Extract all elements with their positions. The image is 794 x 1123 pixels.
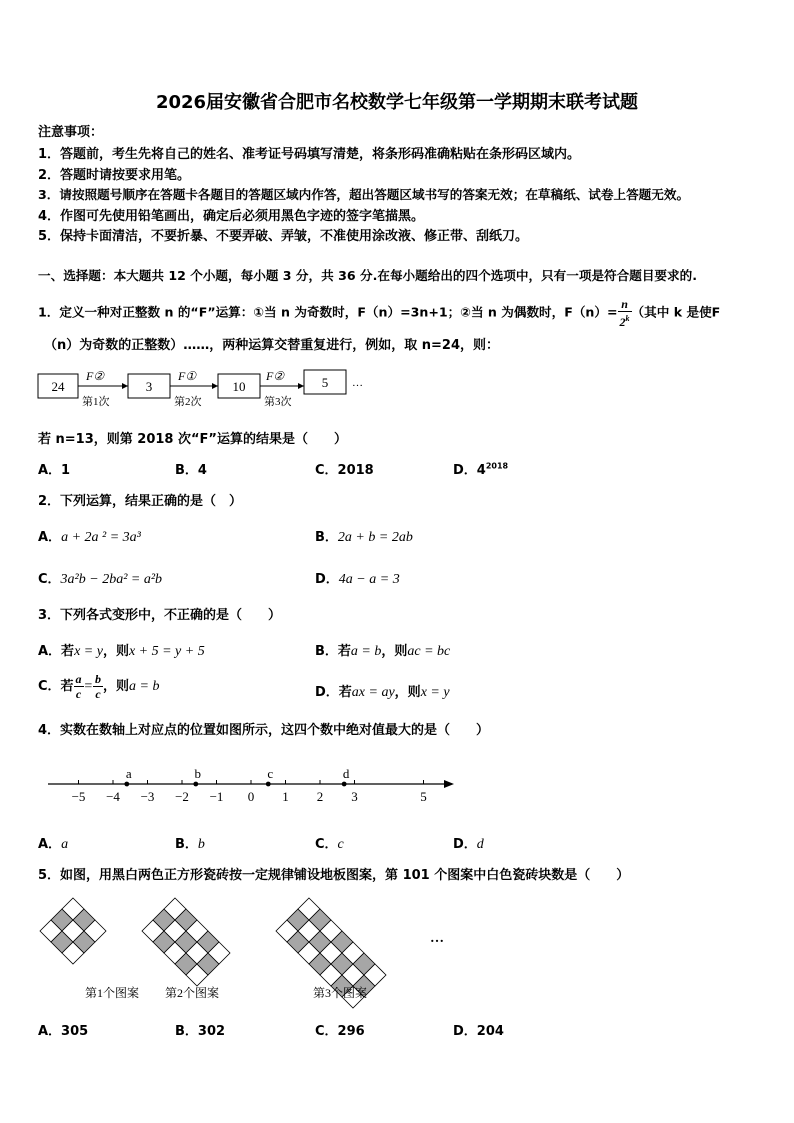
q1-fraction	[618, 297, 632, 329]
q3-option-c	[38, 672, 159, 701]
q1-line2: （n）为奇数的正整数）……，两种运算交替重复进行，例如，取 n=24，则：	[44, 338, 500, 353]
option-connector: ，则	[381, 644, 408, 659]
option-label: B．	[315, 530, 338, 545]
notice-item: 1．答题前，考生先将自己的姓名、准考证号码填写清楚，将条形码准确粘贴在条形码区域内。	[38, 147, 581, 162]
q5-option-a: A．305	[38, 1024, 89, 1039]
q4-option-c	[315, 833, 344, 853]
q3-stem: 3．下列各式变形中，不正确的是（ ）	[38, 608, 282, 623]
section-heading: 一、选择题：本大题共 12 个小题，每小题 3 分，共 36 分.在每小题给出的四个选项中，只有一项是符合题目要求的.	[38, 268, 698, 283]
option-expression: b	[197, 837, 205, 852]
axis-tick-label: 2	[316, 789, 324, 804]
fraction	[74, 672, 84, 701]
q2-stem: 2．下列运算，结果正确的是（ ）	[38, 494, 243, 509]
arrow-head-icon	[298, 383, 304, 389]
axis-tick-label: 0	[247, 789, 255, 804]
axis-tick-label: −3	[140, 789, 155, 804]
option-label: A．若	[38, 644, 75, 659]
q5-option-b: B．302	[175, 1024, 226, 1039]
fraction-denominator: c	[95, 687, 101, 701]
axis-tick-label: −5	[71, 789, 86, 804]
q1-line1-tail: （其中 k 是使F	[631, 304, 721, 320]
option-expression: 3a²b − 2ba² = a²b	[60, 572, 163, 587]
equals-sign: =	[83, 679, 93, 694]
flow-box-value: 5	[321, 375, 329, 390]
arrow-head-icon	[212, 383, 218, 389]
option-label: D．若	[315, 685, 352, 700]
fraction-base: 2	[619, 315, 626, 329]
option-expression: ax = ay	[351, 685, 395, 700]
option-label: D．	[315, 572, 339, 587]
pattern-caption: 第2个图案	[165, 986, 220, 1000]
axis-tick-label: −1	[209, 789, 224, 804]
q1-line1	[38, 297, 720, 329]
option-label: A．	[38, 530, 62, 545]
option-expression: x + 5 = y + 5	[128, 644, 205, 659]
option-label: C．	[315, 837, 338, 852]
notice-item: 3．请按照题号顺序在答题卡各题目的答题区域内作答，超出答题区域书写的答案无效；在草稿纸、试卷上答题无效。	[38, 187, 690, 202]
q3-option-d	[315, 681, 450, 701]
option-label: C．	[38, 572, 61, 587]
page-title: 2026届安徽省合肥市名校数学七年级第一学期期末联考试题	[155, 92, 639, 113]
flow-op: F②	[266, 369, 285, 383]
notice-item: 5．保持卡面清洁，不要折暴、不要弄破、弄皱，不准使用涂改液、修正带、刮纸刀。	[38, 229, 529, 244]
arrow-head-icon	[122, 383, 128, 389]
q1-flow-diagram	[36, 362, 368, 410]
option-expression: a	[61, 837, 69, 852]
q2-option-a	[38, 526, 141, 546]
point-label: b	[194, 766, 202, 781]
tile-patterns	[30, 890, 470, 1010]
q3-option-b	[315, 640, 450, 660]
notice-item: 2．答题时请按要求用笔。	[38, 168, 191, 183]
option-label: D．	[453, 837, 477, 852]
notice-heading: 注意事项：	[38, 125, 104, 140]
option-label: B．	[175, 837, 198, 852]
option-expression: x = y	[420, 685, 450, 700]
pattern-caption: 第1个图案	[85, 986, 140, 1000]
fraction-denominator: c	[75, 687, 82, 701]
axis-tick-label: 3	[351, 789, 358, 804]
q5-option-c: C．296	[315, 1024, 365, 1039]
option-connector: ，则	[103, 679, 130, 694]
pattern-caption: 第3个图案	[313, 986, 368, 1000]
q4-option-d	[453, 833, 484, 853]
flow-step: 第2次	[174, 396, 202, 408]
axis-tick-label: 5	[420, 789, 427, 804]
flow-ellipsis: …	[352, 377, 363, 389]
q1-option-c: C．2018	[315, 463, 374, 478]
flow-box-value: 10	[232, 379, 246, 394]
flow-step: 第3次	[264, 396, 292, 408]
option-expression: 4a − a = 3	[338, 572, 400, 587]
axis-tick-label: −4	[106, 789, 120, 804]
option-expression: ac = bc	[407, 644, 451, 659]
q1-option-b: B．4	[175, 463, 207, 478]
notice-item: 4．作图可先使用铅笔画出，确定后必须用黑色字迹的签字笔描黑。	[38, 209, 425, 224]
point-label: d	[342, 766, 350, 781]
fraction-numerator: n	[618, 297, 632, 312]
option-connector: ，则	[394, 685, 421, 700]
flow-op: F②	[86, 369, 105, 383]
option-expression: d	[476, 837, 484, 852]
q3-option-a	[38, 640, 205, 660]
flow-op: F①	[178, 369, 197, 383]
pattern-ellipsis: …	[430, 931, 444, 946]
axis-arrow-icon	[444, 780, 454, 788]
option-expression: a = b	[350, 644, 382, 659]
option-label: A．	[38, 837, 62, 852]
flow-step: 第1次	[82, 396, 110, 408]
option-connector: ，则	[102, 644, 129, 659]
number-line	[40, 760, 460, 810]
q1-line1-text: 1．定义一种对正整数 n 的“F”运算：①当 n 为奇数时，F（n）=3n+1；②当 n 为偶数时，F（n）=	[38, 304, 618, 320]
option-label: C．若	[38, 679, 74, 694]
q5-option-d: D．204	[453, 1024, 504, 1039]
option-expression: c	[337, 837, 344, 852]
point-c	[266, 782, 271, 787]
option-label: D．4	[453, 463, 486, 478]
point-d	[342, 782, 347, 787]
fraction-numerator: b	[95, 672, 101, 686]
q2-option-d	[315, 568, 400, 588]
q1-option-a: A．1	[38, 463, 71, 478]
axis-points	[124, 766, 350, 786]
axis-tick-label: −2	[175, 789, 189, 804]
fraction-denominator	[618, 312, 632, 329]
option-exponent: 2018	[485, 461, 509, 471]
q1-question: 若 n=13，则第 2018 次“F”运算的结果是（ ）	[38, 432, 347, 447]
q2-option-b	[315, 526, 413, 546]
option-expression: x = y	[74, 644, 103, 659]
fraction-numerator: a	[75, 672, 82, 686]
flow-box-value: 24	[51, 379, 65, 394]
flow-box-value: 3	[145, 379, 153, 394]
point-b	[193, 782, 198, 787]
option-expression: a + 2a ² = 3a³	[61, 530, 141, 545]
q4-option-a	[38, 833, 68, 853]
q4-option-b	[175, 833, 205, 853]
q5-stem: 5．如图，用黑白两色正方形瓷砖按一定规律铺设地板图案，第 101 个图案中白色瓷砖块数是（ ）	[38, 868, 630, 883]
option-expression: a = b	[129, 679, 160, 694]
fraction-exponent: k	[625, 314, 630, 323]
point-label: a	[125, 766, 132, 781]
q2-option-c	[38, 568, 162, 588]
point-label: c	[267, 766, 274, 781]
q1-option-d	[453, 459, 508, 478]
option-expression: 2a + b = 2ab	[337, 530, 413, 545]
axis-tick-label: 1	[282, 789, 289, 804]
point-a	[124, 782, 129, 787]
option-label: B．若	[315, 644, 351, 659]
q4-stem: 4．实数在数轴上对应点的位置如图所示，这四个数中绝对值最大的是（ ）	[38, 723, 490, 738]
fraction	[93, 672, 103, 701]
